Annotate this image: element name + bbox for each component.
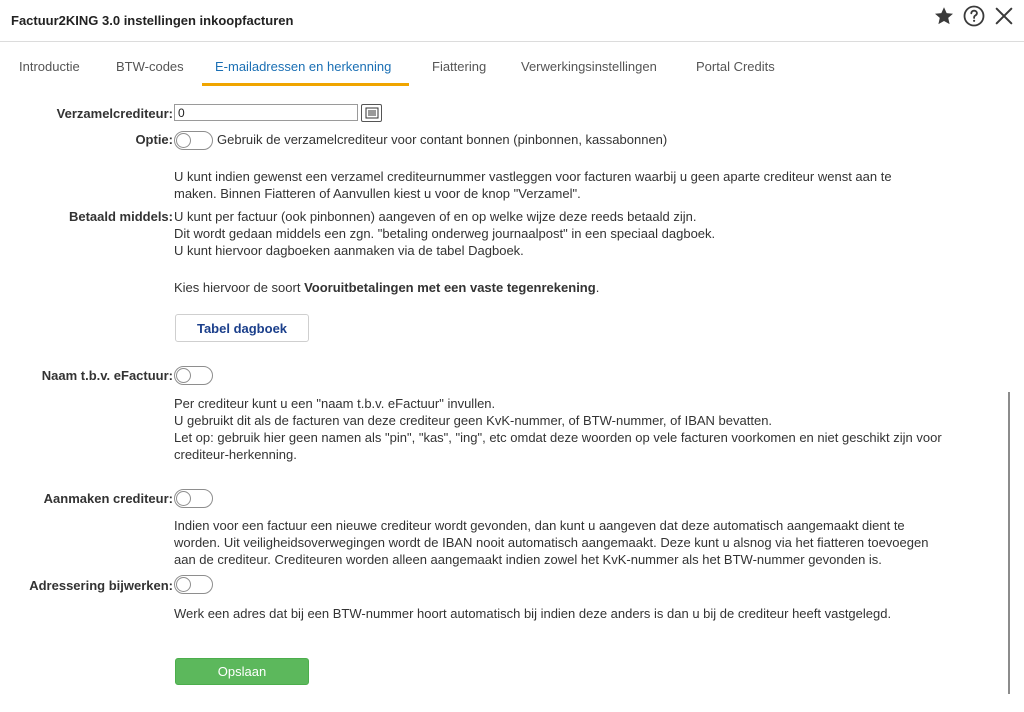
tab-verwerkingsinstellingen[interactable]: Verwerkingsinstellingen [521, 59, 657, 74]
aanmaken-line-1: Indien voor een factuur een nieuwe crediteur wordt gevonden, dan kunt u aangeven dat deze automatisch aangemaakt dient te [174, 518, 905, 533]
scrollbar[interactable] [1008, 392, 1010, 694]
tab-bar [0, 43, 1024, 85]
adressering-toggle[interactable] [174, 575, 213, 594]
kies-prefix: Kies hiervoor de soort [174, 280, 305, 295]
aanmaken-line-3: aan de crediteur. Crediteuren worden alleen aangemaakt indien zowel het KvK-nummer als het BTW-nummer gevonden is. [174, 552, 882, 567]
toggle-knob [176, 133, 191, 148]
betaald-line-3: U kunt hiervoor dagboeken aanmaken via de tabel Dagboek. [174, 243, 524, 258]
title-bar [0, 0, 1024, 42]
list-icon[interactable] [361, 104, 382, 122]
toggle-knob [176, 577, 191, 592]
naam-efactuur-toggle[interactable] [174, 366, 213, 385]
tab-introductie[interactable]: Introductie [19, 59, 80, 74]
optie-text: Gebruik de verzamelcrediteur voor contant bonnen (pinbonnen, kassabonnen) [217, 132, 668, 147]
betaald-line-2: Dit wordt gedaan middels een zgn. "betaling onderweg journaalpost" in een speciaal dagboek. [174, 226, 716, 241]
title-icons [932, 4, 1016, 28]
betaald-kies-text [174, 280, 599, 297]
toggle-knob [176, 368, 191, 383]
verzamel-info-line-1: U kunt indien gewenst een verzamel crediteurnummer vastleggen voor facturen waarbij u geen aparte crediteur wenst aan te [174, 169, 892, 184]
active-tab-indicator [202, 83, 409, 86]
tab-emailadressen[interactable]: E-mailadressen en herkenning [215, 59, 392, 74]
help-icon[interactable] [962, 4, 986, 28]
kies-suffix: . [595, 280, 600, 295]
adressering-label: Adressering bijwerken: [29, 578, 173, 593]
naam-line-4: crediteur-herkenning. [174, 447, 297, 462]
tabel-dagboek-button[interactable]: Tabel dagboek [175, 314, 309, 342]
naam-line-3: Let op: gebruik hier geen namen als "pin", "kas", "ing", etc omdat deze woorden op vele facturen voorkomen en niet geschikt zijn voor [174, 430, 942, 445]
aanmaken-crediteur-label: Aanmaken crediteur: [43, 491, 173, 506]
optie-toggle[interactable] [174, 131, 213, 150]
betaald-line-1: U kunt per factuur (ook pinbonnen) aangeven of en op welke wijze deze reeds betaald zijn. [174, 209, 697, 224]
kies-bold: Vooruitbetalingen met een vaste tegenrekening [304, 280, 596, 295]
verzamelcrediteur-label: Verzamelcrediteur: [56, 106, 173, 121]
aanmaken-crediteur-toggle[interactable] [174, 489, 213, 508]
tab-btw-codes[interactable]: BTW-codes [116, 59, 184, 74]
aanmaken-line-2: worden. Uit veiligheidsoverwegingen wordt de IBAN nooit automatisch aangemaakt. Deze kunt u alsnog via het fiatteren toevoegen [174, 535, 929, 550]
naam-line-2: U gebruikt dit als de facturen van deze crediteur geen KvK-nummer, of BTW-nummer, of IBAN bevatten. [174, 413, 773, 428]
optie-label: Optie: [135, 132, 173, 147]
close-icon[interactable] [992, 4, 1016, 28]
naam-line-1: Per crediteur kunt u een "naam t.b.v. eFactuur" invullen. [174, 396, 496, 411]
toggle-knob [176, 491, 191, 506]
window-title: Factuur2KING 3.0 instellingen inkoopfacturen [11, 13, 294, 28]
verzamel-info-line-2: maken. Binnen Fiatteren of Aanvullen kiest u voor de knop "Verzamel". [174, 186, 581, 201]
save-button[interactable]: Opslaan [175, 658, 309, 685]
adressering-text: Werk een adres dat bij een BTW-nummer hoort automatisch bij indien deze anders is dan u bij de crediteur heeft vastgelegd. [174, 606, 892, 621]
star-icon[interactable] [932, 4, 956, 28]
tab-fiattering[interactable]: Fiattering [432, 59, 487, 74]
tab-portal-credits[interactable]: Portal Credits [696, 59, 775, 74]
verzamelcrediteur-input[interactable] [174, 104, 358, 121]
betaald-label: Betaald middels: [68, 209, 173, 224]
naam-efactuur-label: Naam t.b.v. eFactuur: [41, 368, 173, 383]
